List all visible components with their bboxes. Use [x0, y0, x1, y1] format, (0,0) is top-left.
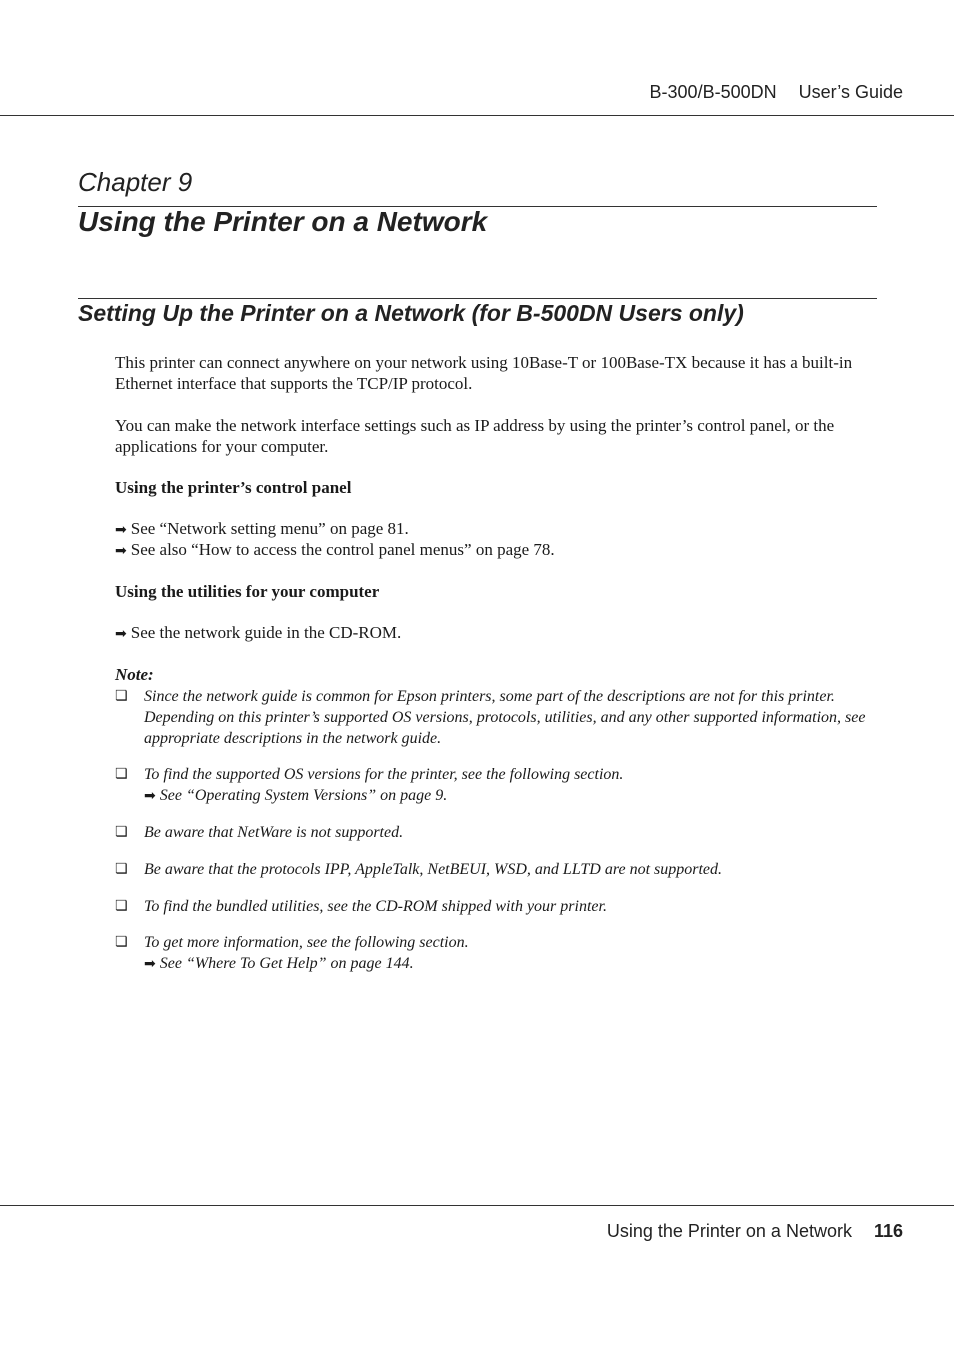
note-item [115, 764, 877, 807]
header-model: B-300/B-500DN [649, 82, 777, 102]
chapter-title: Using the Printer on a Network [78, 206, 488, 237]
arrow-right-icon: ➡ [115, 543, 127, 559]
reference-network-guide[interactable] [115, 623, 401, 643]
arrow-right-icon: ➡ [144, 956, 156, 972]
chapter-label: Chapter 9 [78, 167, 193, 197]
running-header [650, 82, 903, 103]
checkbox-bullet-icon: ❏ [115, 766, 128, 782]
utilities-heading: Using the utilities for your computer [115, 582, 380, 601]
note-item [115, 822, 877, 843]
note-text: To find the bundled utilities, see the CD-ROM shipped with your printer. [144, 898, 607, 915]
checkbox-bullet-icon: ❏ [115, 934, 128, 950]
arrow-right-icon: ➡ [115, 626, 127, 642]
reference-text: See the network guide in the CD-ROM. [130, 623, 402, 642]
note-item [115, 686, 877, 749]
note-text: To get more information, see the following section. [144, 934, 469, 951]
header-guide: User’s Guide [798, 82, 903, 102]
intro-paragraph: This printer can connect anywhere on your network using 10Base-T or 100Base-TX because it has a built-in Ethernet interface that supports the TCP/IP protocol. [115, 353, 853, 393]
page-number: 116 [873, 1221, 903, 1241]
control-panel-heading: Using the printer’s control panel [115, 478, 352, 497]
reference-control-panel-menus[interactable] [115, 540, 555, 560]
header-rule [0, 115, 954, 116]
reference-text: See also “How to access the control panel menus” on page 78. [130, 540, 555, 559]
running-footer [607, 1221, 903, 1242]
reference-operating-system-versions[interactable] [144, 785, 877, 807]
arrow-right-icon: ➡ [115, 522, 127, 538]
note-item [115, 932, 877, 975]
reference-text: See “Where To Get Help” on page 144. [159, 955, 414, 972]
reference-text: See “Operating System Versions” on page 9. [159, 787, 448, 804]
footer-rule [0, 1205, 954, 1206]
section-rule [78, 298, 877, 299]
checkbox-bullet-icon: ❏ [115, 688, 128, 704]
note-text: Be aware that the protocols IPP, AppleTalk, NetBEUI, WSD, and LLTD are not supported. [144, 861, 723, 878]
note-label: Note: [115, 665, 154, 684]
note-item [115, 859, 877, 880]
note-text: Be aware that NetWare is not supported. [144, 824, 404, 841]
note-text: To find the supported OS versions for the printer, see the following section. [144, 766, 624, 783]
checkbox-bullet-icon: ❏ [115, 861, 128, 877]
checkbox-bullet-icon: ❏ [115, 898, 128, 914]
note-text: Since the network guide is common for Epson printers, some part of the descriptions are not for this printer. Depending on this printer’s supported OS versions, protocols, utilities, and any other supported information, see appropriate descriptions in the network guide. [144, 688, 866, 747]
note-item [115, 896, 877, 917]
arrow-right-icon: ➡ [144, 788, 156, 804]
footer-section: Using the Printer on a Network [606, 1221, 852, 1241]
settings-paragraph: You can make the network interface settings such as IP address by using the printer’s control panel, or the applications for your computer. [115, 416, 835, 456]
section-title: Setting Up the Printer on a Network (for B-500DN Users only) [78, 300, 744, 326]
reference-text: See “Network setting menu” on page 81. [130, 519, 409, 538]
checkbox-bullet-icon: ❏ [115, 824, 128, 840]
reference-where-to-get-help[interactable] [144, 953, 877, 975]
reference-network-setting-menu[interactable] [115, 519, 409, 539]
